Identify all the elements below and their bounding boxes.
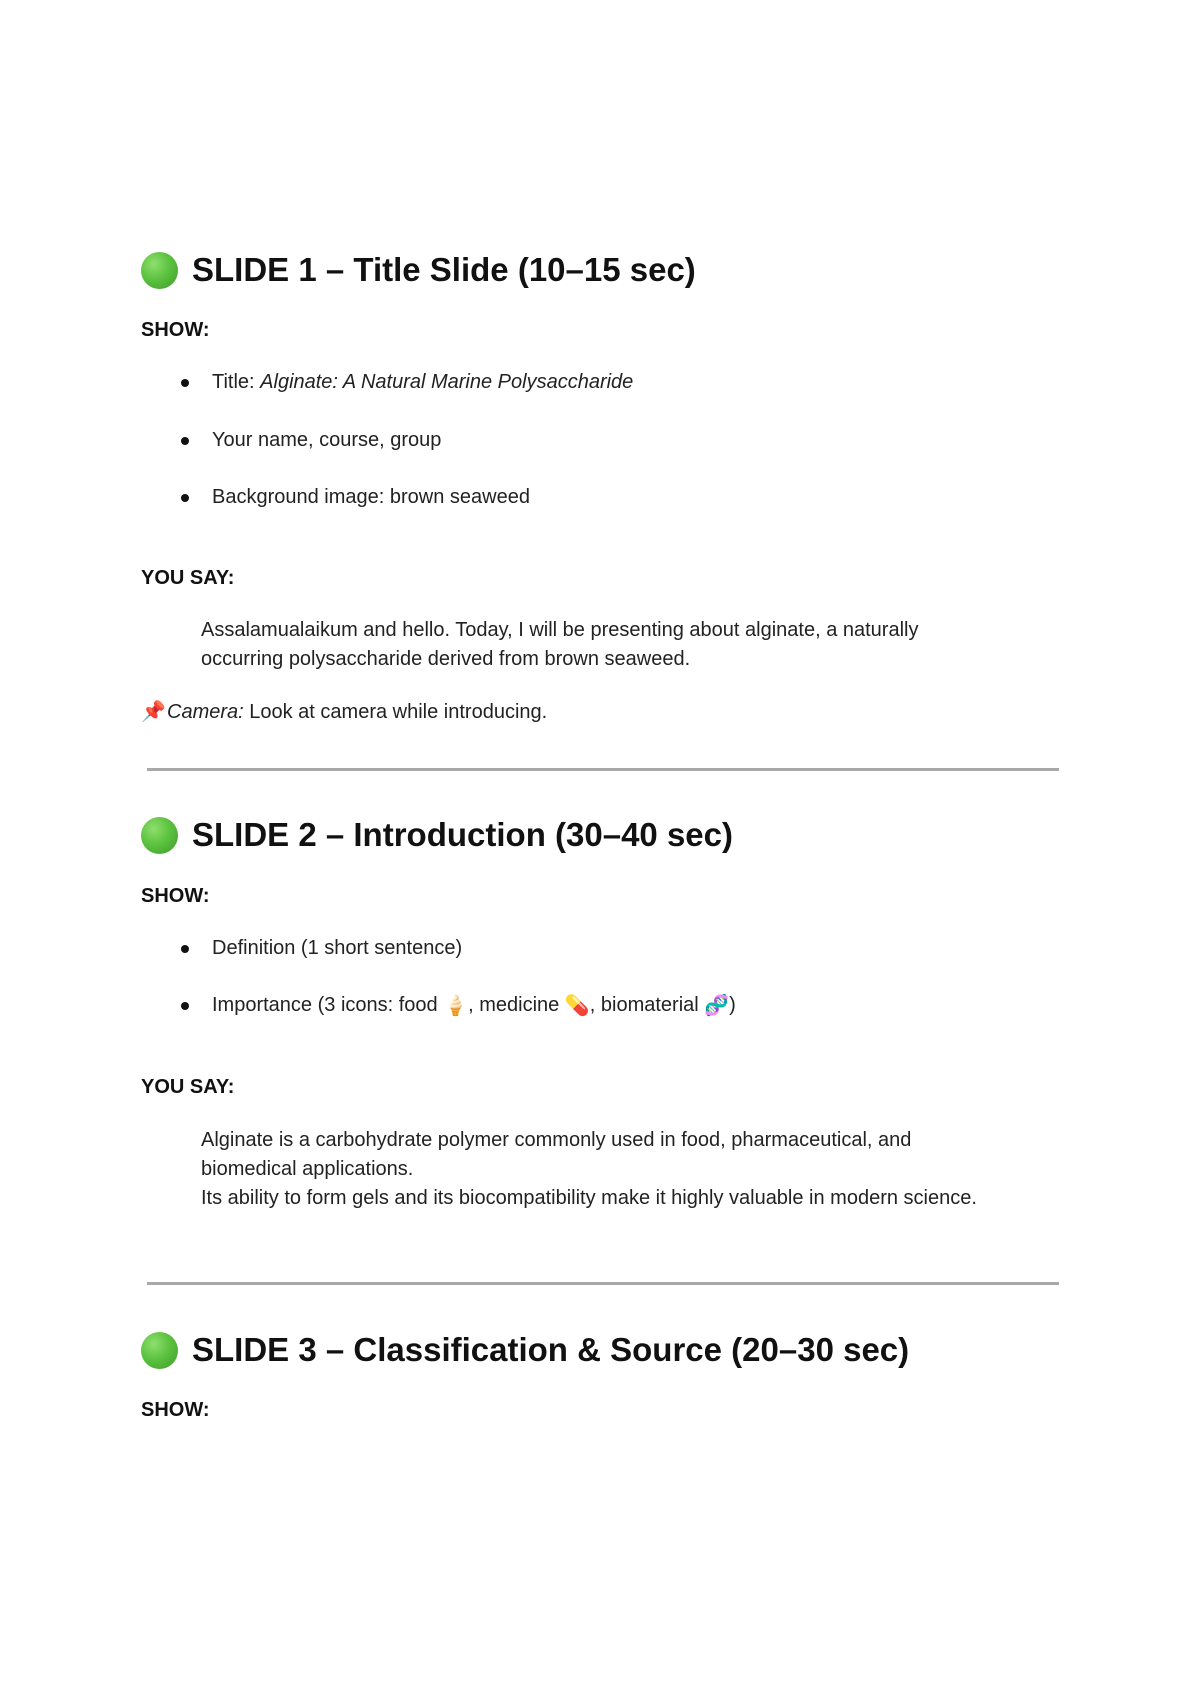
slide-2-show-list <box>141 936 1061 960</box>
slide-2-say-label: YOU SAY: <box>141 1076 235 1098</box>
slide-2-say-line-2: Its ability to form gels and its biocompatibility make it highly valuable in modern science. <box>201 1187 977 1209</box>
slide-2-heading <box>141 815 1061 855</box>
list-item-prefix: Title: <box>212 371 261 393</box>
list-item <box>141 428 1061 452</box>
slide-2-say-text-block <box>201 1126 1001 1213</box>
slide-1-heading <box>141 250 1061 290</box>
slide-1-heading-block <box>141 250 1061 290</box>
slide-1-say-text-block <box>201 616 1001 674</box>
slide-1-show-list-block-2 <box>141 428 1061 452</box>
list-item-text-d: ) <box>729 994 736 1016</box>
slide-2-say-label-block <box>141 1075 1061 1099</box>
list-item-text: Background image: brown seaweed <box>212 486 530 508</box>
slide-1-say-label-block <box>141 566 1061 590</box>
slide-1-show-list-2 <box>141 428 1061 452</box>
pushpin-icon: 📌 <box>141 701 166 723</box>
list-item-text-b: , medicine <box>468 994 565 1016</box>
slide-2-say-line-1: Alginate is a carbohydrate polymer commonly used in food, pharmaceutical, and biomedical applications. <box>201 1129 912 1180</box>
ice-cream-icon: 🍦 <box>443 994 469 1017</box>
slide-2-heading-text: SLIDE 2 – Introduction (30–40 sec) <box>192 816 733 853</box>
slide-3-show-label: SHOW: <box>141 1399 210 1421</box>
section-divider <box>147 1282 1059 1285</box>
slide-2-show-list-block <box>141 936 1061 960</box>
slide-1-say-label: YOU SAY: <box>141 567 235 589</box>
slide-1-note-block <box>141 700 1061 724</box>
list-item-title: Alginate: A Natural Marine Polysaccharide <box>260 371 634 393</box>
slide-3-heading-block <box>141 1330 1061 1370</box>
pill-icon: 💊 <box>564 994 590 1017</box>
slide-1-show-label-block <box>141 318 1061 342</box>
slide-1-show-list-block-3 <box>141 485 1061 509</box>
green-circle-icon <box>141 817 178 854</box>
bullet-icon <box>181 1002 189 1010</box>
camera-note-text: Look at camera while introducing. <box>243 701 548 723</box>
list-item <box>141 993 1061 1017</box>
slide-2-show-list-2 <box>141 993 1061 1017</box>
bullet-icon <box>181 494 189 502</box>
slide-3-heading <box>141 1330 1061 1370</box>
list-item <box>141 936 1061 960</box>
slide-1-say-text: Assalamualaikum and hello. Today, I will be presenting about alginate, a naturally occurring polysaccharide derived from brown seaweed. <box>201 619 919 670</box>
slide-1-show-list-3 <box>141 485 1061 509</box>
camera-note-label: Camera: <box>167 701 244 723</box>
bullet-icon <box>181 437 189 445</box>
slide-3-heading-text: SLIDE 3 – Classification & Source (20–30 sec) <box>192 1331 910 1368</box>
slide-2-show-list-block-2 <box>141 993 1061 1017</box>
list-item-text-c: , biomaterial <box>589 994 705 1016</box>
bullet-icon <box>181 945 189 953</box>
list-item <box>141 485 1061 509</box>
slide-1-camera-note <box>141 700 1061 724</box>
slide-1-show-list-block <box>141 370 1061 394</box>
list-item <box>141 370 1061 394</box>
section-divider <box>147 768 1059 771</box>
slide-1-heading-text: SLIDE 1 – Title Slide (10–15 sec) <box>192 251 696 288</box>
list-item-text: Your name, course, group <box>212 429 442 451</box>
slide-2-heading-block <box>141 815 1061 855</box>
green-circle-icon <box>141 252 178 289</box>
slide-3-show-label-block <box>141 1398 1061 1422</box>
bullet-icon <box>181 379 189 387</box>
dna-icon: 🧬 <box>704 994 730 1017</box>
slide-2-show-label: SHOW: <box>141 885 210 907</box>
slide-2-show-label-block <box>141 884 1061 908</box>
list-item-text-a: Importance (3 icons: food <box>212 994 444 1016</box>
list-item-text: Definition (1 short sentence) <box>212 937 463 959</box>
slide-1-show-list <box>141 370 1061 394</box>
slide-1-show-label: SHOW: <box>141 319 210 341</box>
green-circle-icon <box>141 1332 178 1369</box>
